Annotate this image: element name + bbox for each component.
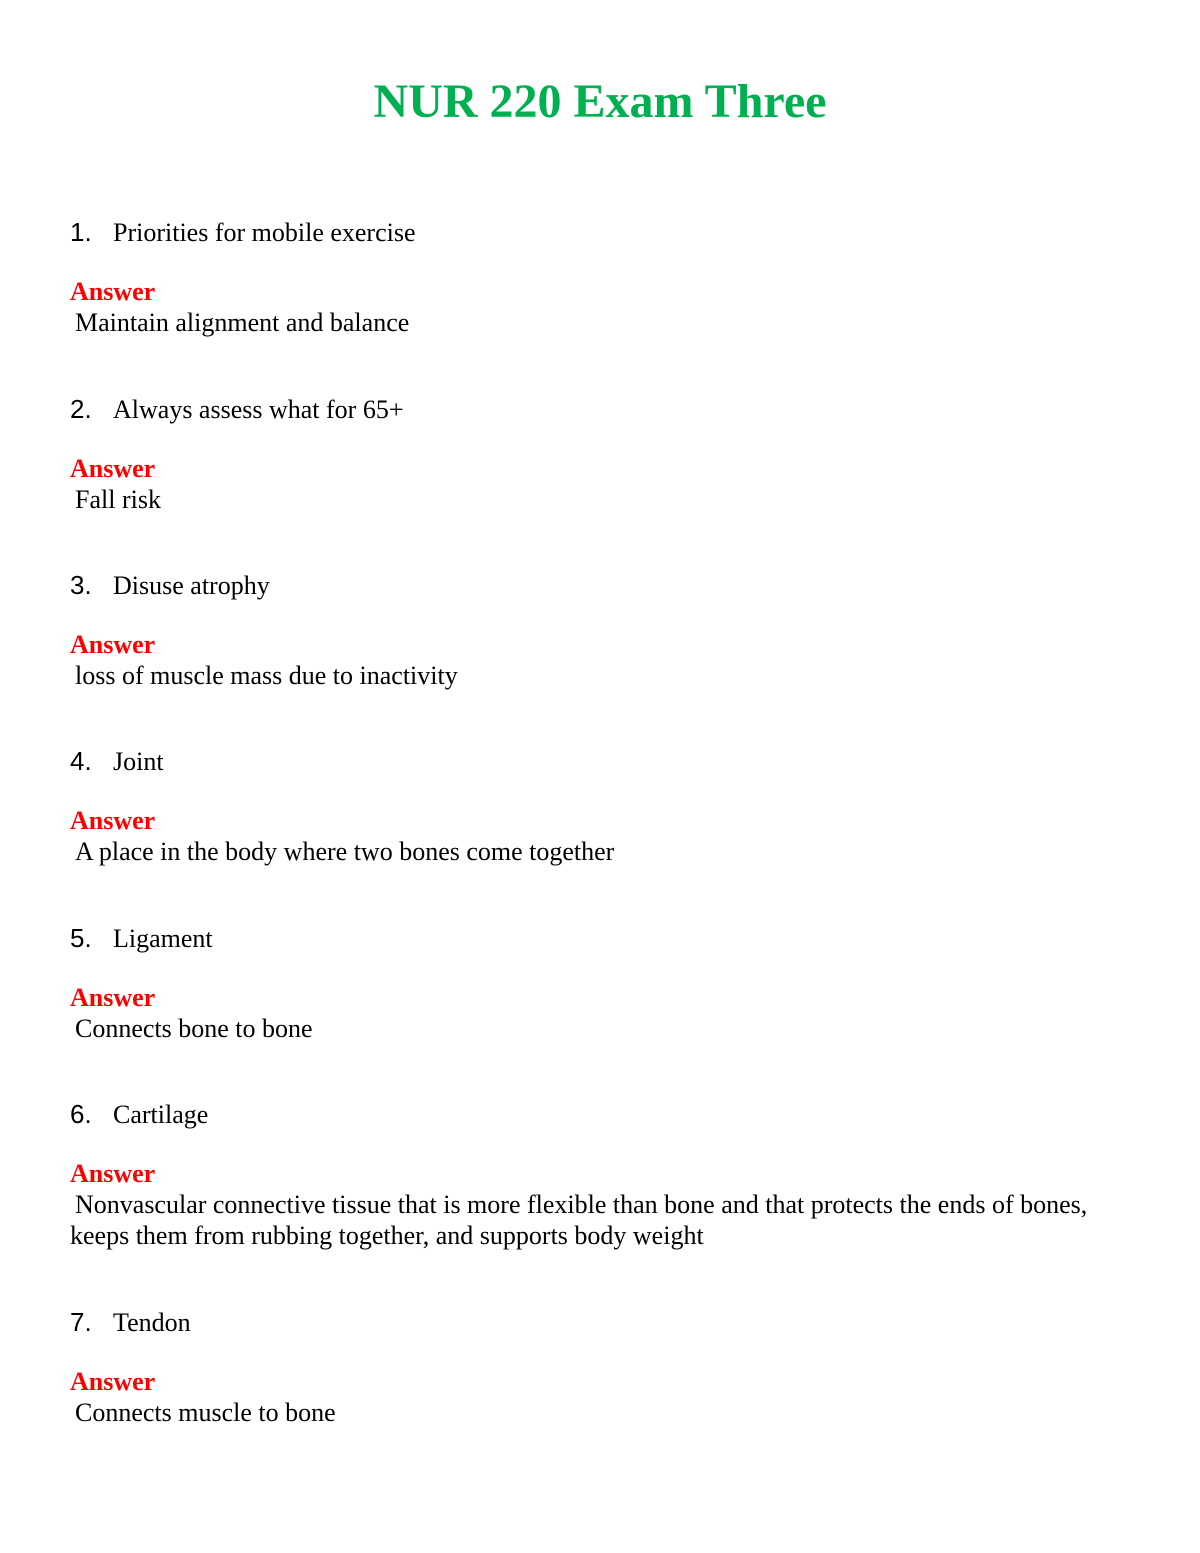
question	[70, 215, 1140, 249]
answer-text: loss of muscle mass due to inactivity	[75, 661, 458, 690]
question	[70, 392, 1140, 426]
question-number: 5.	[70, 923, 92, 953]
question-number: 6.	[70, 1099, 92, 1129]
answer-label: Answer	[70, 1159, 156, 1188]
question-text: Disuse atrophy	[113, 571, 270, 600]
answer-text: Nonvascular connective tissue that is more flexible than bone and that protects the ends of bones, keeps them from rubbing together, and supports body weight	[70, 1190, 1088, 1250]
qa-item-7	[70, 1305, 1140, 1428]
question-number: 4.	[70, 746, 92, 776]
question	[70, 921, 1140, 955]
answer-label: Answer	[70, 806, 156, 835]
question-number: 1.	[70, 217, 92, 247]
question-text: Joint	[113, 747, 164, 776]
answer-text: Connects muscle to bone	[75, 1398, 336, 1427]
question-number: 7.	[70, 1307, 92, 1337]
question-text: Priorities for mobile exercise	[113, 218, 416, 247]
question-text: Cartilage	[113, 1100, 209, 1129]
answer-text: Connects bone to bone	[75, 1014, 313, 1043]
answer-label: Answer	[70, 983, 156, 1012]
question	[70, 568, 1140, 602]
question-text: Always assess what for 65+	[113, 395, 404, 424]
question-number: 3.	[70, 570, 92, 600]
answer-label: Answer	[70, 454, 156, 483]
question-text: Tendon	[113, 1308, 191, 1337]
qa-item-1	[70, 215, 1140, 338]
qa-item-2	[70, 392, 1140, 515]
qa-item-5	[70, 921, 1140, 1044]
question	[70, 1305, 1140, 1339]
qa-item-4	[70, 744, 1140, 867]
answer-label: Answer	[70, 277, 156, 306]
question	[70, 744, 1140, 778]
answer-text: Maintain alignment and balance	[75, 308, 410, 337]
answer-text: Fall risk	[75, 485, 161, 514]
page-title: NUR 220 Exam Three	[373, 75, 827, 128]
answer-text: A place in the body where two bones come together	[75, 837, 615, 866]
answer-label: Answer	[70, 1367, 156, 1396]
answer-label: Answer	[70, 630, 156, 659]
qa-item-3	[70, 568, 1140, 691]
qa-item-6	[70, 1097, 1140, 1251]
question	[70, 1097, 1140, 1131]
question-text: Ligament	[113, 924, 213, 953]
question-number: 2.	[70, 394, 92, 424]
